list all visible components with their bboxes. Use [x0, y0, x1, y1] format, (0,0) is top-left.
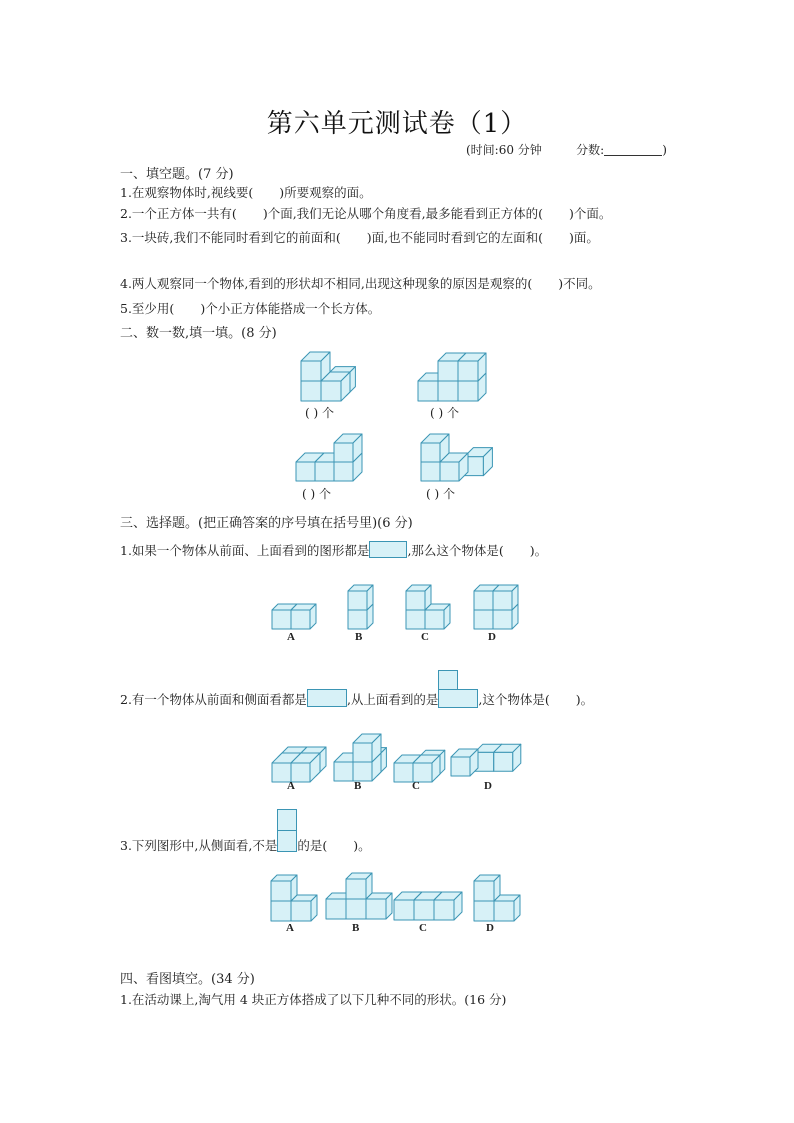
- s3q1-option-a[interactable]: A: [287, 631, 295, 643]
- s1-question-4: [120, 274, 601, 292]
- s3q1-option-a-figure: [271, 596, 323, 630]
- s1q5-text-b: )个小正方体能搭成一个长方体。: [200, 301, 381, 316]
- s1-question-1: [120, 183, 372, 201]
- section2-heading: 二、数一数,填一填。(8 分): [120, 326, 277, 341]
- s3q3-option-c[interactable]: C: [419, 922, 427, 934]
- s3q2-text-c: ,这个物体是(: [478, 692, 550, 707]
- s3-question-3: [120, 835, 371, 854]
- s3-question-2: [120, 689, 593, 708]
- s3q2-text-d: )。: [575, 692, 594, 707]
- s3q1-option-c-figure: [405, 578, 457, 630]
- score-label: 分数:: [576, 143, 605, 157]
- s2-figure-3: [295, 426, 375, 482]
- meta-close: ): [662, 143, 667, 157]
- s3q1-option-c[interactable]: C: [421, 631, 429, 643]
- s1q5-text-a: 5.至少用(: [120, 301, 175, 316]
- s1q2-text-a: 2.一个正方体一共有(: [120, 206, 237, 221]
- s2-caption-4: ( ) 个: [426, 487, 455, 501]
- s2-figure-2: [417, 338, 497, 402]
- s2-figure-4: [420, 426, 500, 482]
- s3-question-1: [120, 541, 547, 559]
- time-label: (时间:60 分钟: [466, 143, 542, 157]
- s3q1-option-b[interactable]: B: [355, 631, 363, 643]
- s3q1-text-b: ,那么这个物体是(: [407, 543, 504, 558]
- section4-heading: 四、看图填空。(34 分): [120, 972, 255, 987]
- s3q1-option-d[interactable]: D: [488, 631, 496, 643]
- s3q1-text-a: 1.如果一个物体从前面、上面看到的图形都是: [120, 543, 370, 558]
- s3q3-option-c-figure: [393, 883, 465, 921]
- s3q1-option-d-figure: [473, 578, 525, 630]
- exam-meta: [466, 141, 667, 158]
- s2-caption-2: ( ) 个: [430, 406, 459, 420]
- s2-figure-1: [300, 338, 370, 402]
- s3q2-top-shape-icon: [438, 689, 478, 707]
- s3q2-front-shape-icon: [307, 689, 347, 707]
- s3q2-option-a[interactable]: A: [287, 780, 295, 792]
- s3q3-option-b-figure: [325, 870, 391, 920]
- s3q2-option-b-figure: [333, 720, 391, 782]
- s1q4-text-b: )不同。: [558, 276, 601, 291]
- section1-heading: 一、填空题。(7 分): [120, 167, 234, 182]
- s3q2-option-c-figure: [393, 741, 443, 783]
- s3q3-text-c: )。: [353, 838, 371, 853]
- score-blank[interactable]: [604, 143, 662, 156]
- s3q1-option-b-figure: [347, 578, 381, 630]
- s2-caption-3: ( ) 个: [302, 487, 331, 501]
- s4-question-1: 1.在活动课上,淘气用 4 块正方体搭成了以下几种不同的形状。(16 分): [120, 992, 507, 1007]
- s3q3-text-a: 3.下列图形中,从侧面看,不是: [120, 838, 278, 853]
- s2-caption-1: ( ) 个: [305, 406, 334, 420]
- section3-heading: 三、选择题。(把正确答案的序号填在括号里)(6 分): [120, 516, 413, 531]
- s1q2-text-b: )个面,我们无论从哪个角度看,最多能看到正方体的(: [262, 206, 544, 221]
- s3q3-option-d[interactable]: D: [486, 922, 494, 934]
- s3q2-text-a: 2.有一个物体从前面和侧面看都是: [120, 692, 307, 707]
- s3q3-shape-icon: [277, 835, 297, 853]
- s3q2-option-a-figure: [271, 741, 329, 783]
- s3q2-option-b[interactable]: B: [354, 780, 362, 792]
- s3q2-option-d-figure: [450, 735, 526, 777]
- s3q1-shape-icon: [369, 541, 407, 558]
- s3q2-option-c[interactable]: C: [412, 780, 420, 792]
- s1q1-text-b: )所要观察的面。: [279, 185, 372, 200]
- s1-question-5: [120, 299, 380, 317]
- s3q1-text-c: )。: [529, 543, 548, 558]
- s3q2-text-b: ,从上面看到的是: [346, 692, 439, 707]
- s3q3-option-a[interactable]: A: [286, 922, 294, 934]
- s1q3-text-a: 3.一块砖,我们不能同时看到它的前面和(: [120, 230, 341, 245]
- s1q3-text-b: )面,也不能同时看到它的左面和(: [366, 230, 544, 245]
- s1q4-text-a: 4.两人观察同一个物体,看到的形状却不相同,出现这种现象的原因是观察的(: [120, 276, 533, 291]
- s3q3-text-b: 的是(: [297, 838, 328, 853]
- page-title: 第六单元测试卷（1）: [266, 109, 528, 139]
- s1q2-text-c: )个面。: [569, 206, 612, 221]
- s1-question-3: [120, 228, 599, 246]
- s3q2-option-d[interactable]: D: [484, 780, 492, 792]
- s1-question-2: [120, 204, 611, 222]
- s1q1-text-a: 1.在观察物体时,视线要(: [120, 185, 254, 200]
- s3q3-option-a-figure: [270, 872, 320, 922]
- s3q3-option-b[interactable]: B: [352, 922, 360, 934]
- s3q3-option-d-figure: [473, 872, 523, 922]
- s1q3-text-c: )面。: [569, 230, 599, 245]
